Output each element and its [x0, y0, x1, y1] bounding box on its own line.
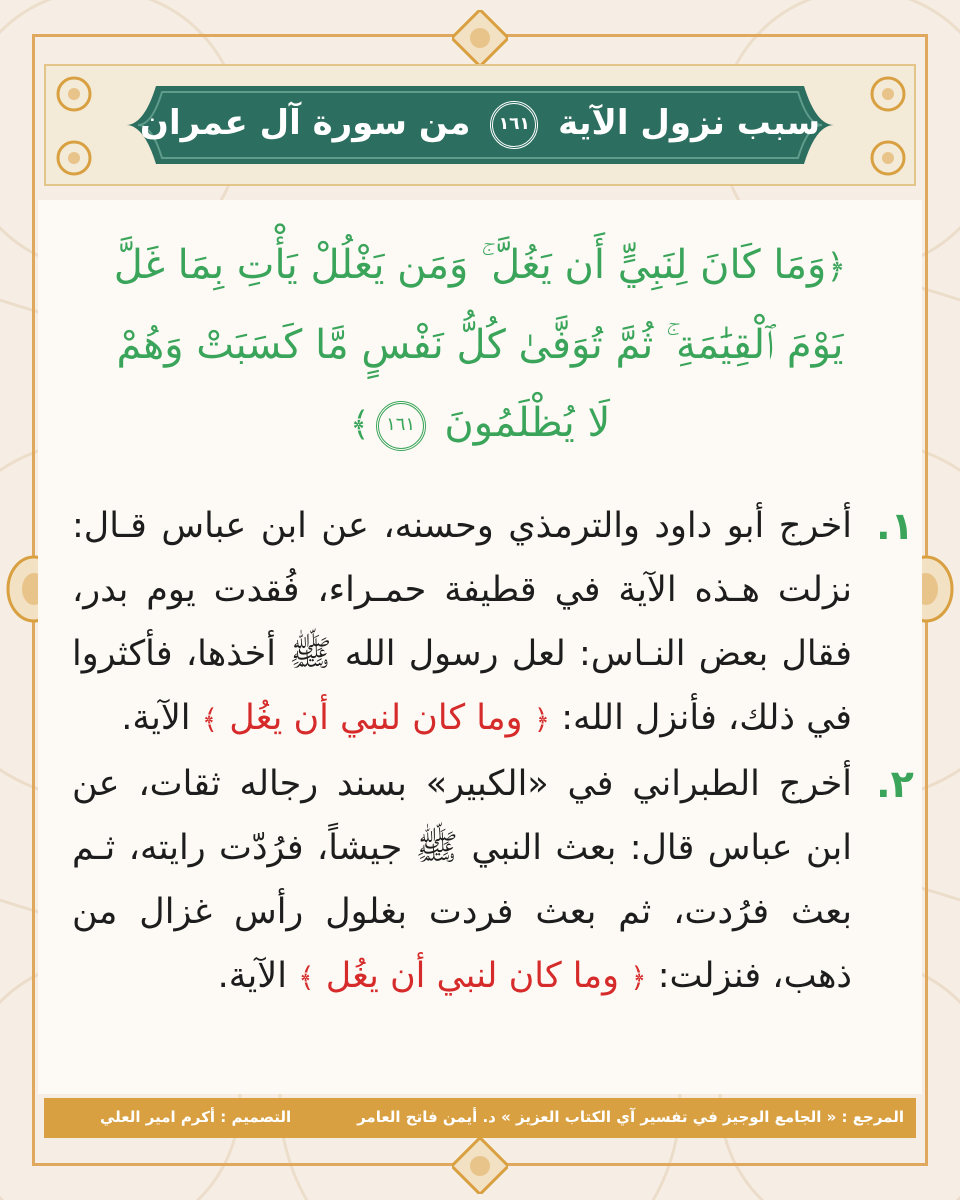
title-after: من سورة آل عمران: [139, 103, 471, 143]
title-plaque: [126, 86, 834, 164]
quote-close-ornament: ﴾: [298, 961, 315, 994]
quran-verse: [70, 226, 890, 464]
ayah-number-badge: ١٦١: [490, 101, 538, 149]
quote-text: وما كان لنبي أن يغُل: [229, 698, 523, 738]
footer-reference: المرجع : « الجامع الوجيز في تفسير آي الكتاب العزيز » د. أيمن فاتح العامر: [357, 1108, 904, 1126]
item-text: أخرج أبو داود والترمذي وحسنه، عن ابن عباس قـال: نزلت هـذه الآية في قطيفة حمـراء، فُقدت يوم بدر، فقال بعض النـاس: لعل رسول الله ﷺ أخذها، فأكثروا في ذلك، فأنزل الله:: [72, 506, 852, 738]
corner-ornament-icon: [52, 136, 96, 180]
item-number: ١.: [876, 504, 914, 548]
item-text: أخرج الطبراني في «الكبير» بسند رجاله ثقات، عن ابن عباس قال: بعث النبي ﷺ جيشاً، فرُدّت رايته، ثـم بعث فرُدت، ثم بعث فردت بغلول رأس غزال من ذهب، فنزلت:: [72, 764, 852, 996]
verse-line-2: يَوْمَ ٱلْقِيَٰمَةِ ۚ ثُمَّ تُوَفَّىٰ كُلُّ نَفْسٍ مَّا كَسَبَتْ وَهُمْ: [116, 322, 844, 368]
list-item: [72, 752, 914, 1010]
quoted-verse: [298, 956, 646, 996]
item-text-after: الآية.: [217, 956, 287, 996]
verse-line-3: [70, 384, 890, 464]
reasons-list: [72, 494, 914, 1010]
top-medallion-icon: [452, 10, 508, 66]
bottom-medallion-icon: [452, 1138, 508, 1194]
verse-text-3: لَا يُظْلَمُونَ: [444, 400, 611, 446]
verse-ayah-badge: ١٦١: [376, 401, 426, 451]
title-before: سبب نزول الآية: [558, 103, 821, 143]
verse-text-1: وَمَا كَانَ لِنَبِيٍّ أَن يَغُلَّ ۚ وَمَن يَغْلُلْ يَأْتِ بِمَا غَلَّ: [113, 242, 827, 288]
quote-open-ornament: ﴿: [630, 961, 647, 994]
quote-text: وما كان لنبي أن يغُل: [325, 956, 620, 996]
item-text-after: الآية.: [121, 698, 191, 738]
corner-ornament-icon: [52, 72, 96, 116]
verse-close-ornament: ﴾: [349, 405, 370, 445]
title-banner: [44, 64, 916, 186]
quote-close-ornament: ﴾: [201, 703, 219, 736]
quote-open-ornament: ﴿: [533, 703, 551, 736]
quoted-verse: [202, 698, 550, 738]
corner-ornament-icon: [866, 136, 910, 180]
item-number: ٢.: [876, 762, 914, 806]
verse-line-1: [70, 226, 890, 306]
footer-bar: [44, 1098, 916, 1138]
corner-ornament-icon: [866, 72, 910, 116]
verse-open-ornament: ﴿: [826, 247, 847, 287]
list-item: [72, 494, 914, 752]
page-title: [126, 98, 834, 149]
footer-design-credit: التصميم : أكرم امير العلي: [100, 1108, 292, 1126]
